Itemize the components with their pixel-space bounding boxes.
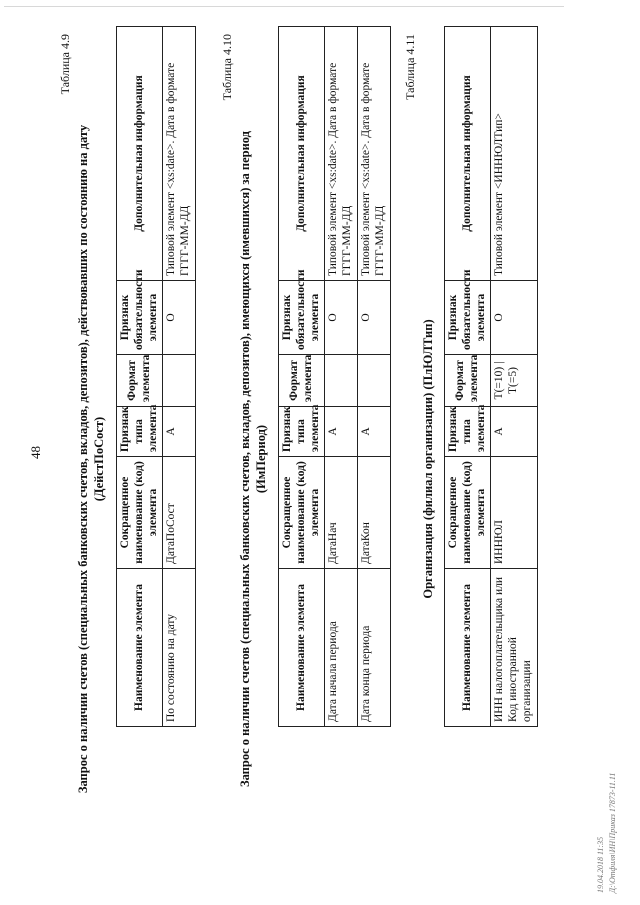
table-label: Таблица 4.9 <box>58 34 72 95</box>
cell-format <box>163 355 196 407</box>
cell-info: Типовой элемент <xs:date>. Дата в формате ГГГГ-ММ-ДД <box>325 27 358 281</box>
cell-info: Типовой элемент <xs:date>. Дата в формате ГГГГ-ММ-ДД <box>357 27 390 281</box>
table-label: Таблица 4.11 <box>403 34 417 100</box>
cell-name: По состоянию на дату <box>163 569 196 727</box>
cell-code: ДатаКон <box>357 457 390 569</box>
header-short: Сокращенное наименование (код) элемента <box>279 457 325 569</box>
table-row <box>357 27 390 727</box>
cell-format <box>325 355 358 407</box>
scan-edge-line <box>4 6 564 7</box>
header-info: Дополнительная информация <box>279 27 325 281</box>
cell-name: ИНН налогоплательщика или Код иностранной организации <box>491 569 537 727</box>
header-format: Формат элемента <box>117 355 163 407</box>
table-header-row <box>279 27 325 727</box>
table-caption: Запрос о наличии счетов (специальных банковских счетов, вкладов, депозитов), имеющихся (имевшихся) за период (ИмПериод) <box>238 130 268 788</box>
cell-type: А <box>163 407 196 457</box>
table-row <box>163 27 196 727</box>
cell-info: Типовой элемент <ИННЮЛТип> <box>491 27 537 281</box>
header-type: Признак типа элемента <box>279 407 325 457</box>
cell-code: ИННЮЛ <box>491 457 537 569</box>
cell-format: T(=10) | T(=5) <box>491 355 537 407</box>
header-required: Признак обязательности элемента <box>117 281 163 355</box>
data-table <box>278 26 391 727</box>
cell-type: А <box>325 407 358 457</box>
header-short: Сокращенное наименование (код) элемента <box>445 457 491 569</box>
table-row <box>325 27 358 727</box>
cell-code: ДатаНач <box>325 457 358 569</box>
cell-info: Типовой элемент <xs:date>. Дата в формате ГГГГ-ММ-ДД <box>163 27 196 281</box>
header-name: Наименование элемента <box>445 569 491 727</box>
cell-name: Дата конца периода <box>357 569 390 727</box>
cell-format <box>357 355 390 407</box>
cell-required: О <box>491 281 537 355</box>
cell-required: О <box>325 281 358 355</box>
table-label: Таблица 4.10 <box>220 34 234 101</box>
cell-type: А <box>491 407 537 457</box>
table-caption: Запрос о наличии счетов (специальных банковских счетов, вкладов, депозитов), действовавших по состоянию на дату (ДейстПоСост) <box>76 124 106 794</box>
table-caption: Организация (филиал организации) (ПлЮЛТип) <box>421 319 435 599</box>
header-format: Формат элемента <box>279 355 325 407</box>
cell-code: ДатаПоСост <box>163 457 196 569</box>
header-type: Признак типа элемента <box>445 407 491 457</box>
page-number: 48 <box>28 446 43 459</box>
table-row <box>491 27 537 727</box>
cell-required: О <box>357 281 390 355</box>
header-info: Дополнительная информация <box>445 27 491 281</box>
header-short: Сокращенное наименование (код) элемента <box>117 457 163 569</box>
print-stamp-path: Д:\Отфиля\ИН\Приказ 17873-11.11 <box>608 772 617 893</box>
header-info: Дополнительная информация <box>117 27 163 281</box>
header-type: Признак типа элемента <box>117 407 163 457</box>
cell-type: А <box>357 407 390 457</box>
cell-required: О <box>163 281 196 355</box>
header-name: Наименование элемента <box>279 569 325 727</box>
header-format: Формат элемента <box>445 355 491 407</box>
cell-name: Дата начала периода <box>325 569 358 727</box>
print-stamp-date: 19.04.2018 11:35 <box>596 836 605 893</box>
table-header-row <box>117 27 163 727</box>
table-header-row <box>445 27 491 727</box>
data-table <box>444 26 538 727</box>
header-name: Наименование элемента <box>117 569 163 727</box>
header-required: Признак обязательности элемента <box>279 281 325 355</box>
header-required: Признак обязательности элемента <box>445 281 491 355</box>
data-table <box>116 26 196 727</box>
